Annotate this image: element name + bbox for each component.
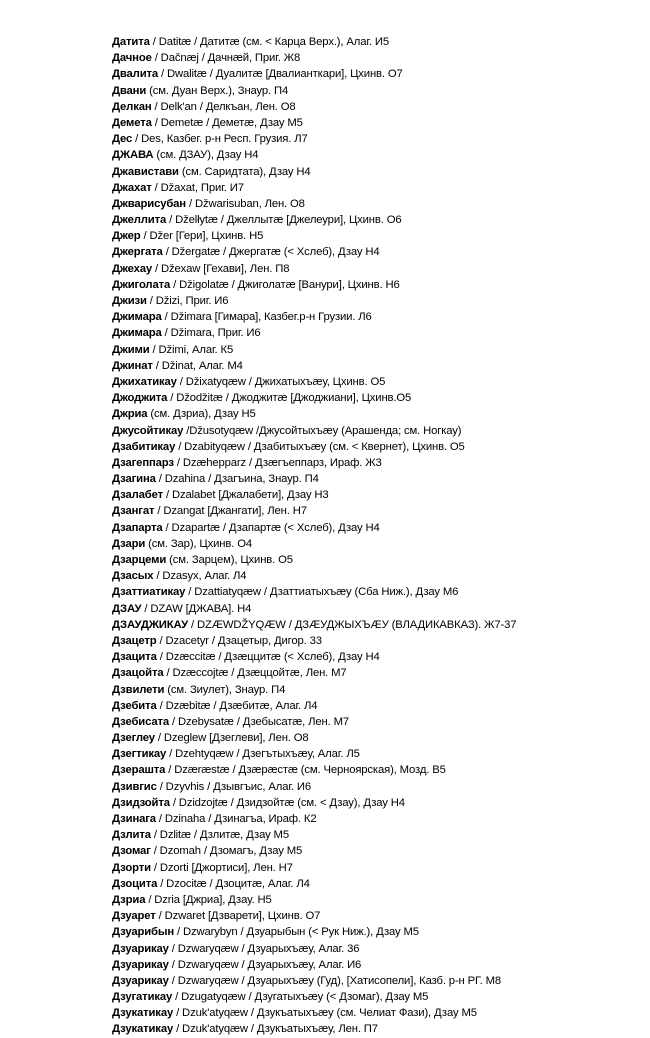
entry-headword: Дзарцеми	[112, 554, 167, 566]
entry-line	[112, 325, 642, 341]
entry-headword: Дачное	[112, 52, 152, 65]
entry-headword: Дзебита	[112, 699, 157, 712]
entry-headword: Дзугатикау	[112, 991, 173, 1004]
entry-headword: Джихатикау	[112, 375, 177, 388]
entry-details: (см. Саридтата), Дзау Н4	[178, 165, 311, 178]
entry-details: / Dzacetyr / Дзацетыр, Дигор. 33	[156, 634, 322, 647]
entry-line	[112, 795, 642, 811]
entry-line	[112, 827, 642, 843]
entry-details: / Dzyvhis / Дзывгъис, Алаг. И6	[156, 780, 312, 793]
entry-details: / Dzasyx, Алаг. Л4	[153, 570, 247, 583]
entry-line	[112, 147, 642, 163]
entry-line	[112, 908, 642, 924]
entry-headword: Дзегтикау	[112, 748, 167, 761]
entry-headword: Дзалабет	[112, 489, 163, 502]
entry-details: / DZÆWDŽYQÆW / ДЗÆУДЖЫХЪÆУ (ВЛАДИКАВКАЗ). Ж7-37	[187, 618, 517, 631]
entry-line	[112, 471, 642, 487]
entry-details: (см. Дуан Верх.), Знаур. П4	[146, 84, 289, 97]
entry-headword: Джими	[112, 343, 150, 356]
entry-headword: Джимара	[112, 327, 162, 340]
entry-details: / Dzæhepparz / Дзæгъеппарз, Ираф. Ж3	[173, 456, 382, 469]
entry-line	[112, 762, 642, 778]
entry-line	[112, 957, 642, 973]
entry-details: / Dzwaryqæw / Дзуарыхъæу, Алаг. И6	[168, 958, 362, 971]
entry-details: / Dzlitæ / Дзлитæ, Дзау М5	[150, 829, 289, 842]
entry-details: / Džwarisuban, Лен. О8	[185, 197, 305, 210]
entry-line	[112, 196, 642, 212]
entry-details: / Dzapartæ / Дзапартæ (< Хслеб), Дзау Н4	[162, 521, 380, 534]
entry-details: / Demetæ / Деметæ, Дзау М5	[151, 116, 303, 129]
entry-details: (см. Дзриа), Дзау Н5	[147, 408, 256, 421]
entry-headword: Дзриа	[112, 893, 146, 906]
entry-line	[112, 665, 642, 681]
entry-line	[112, 455, 642, 471]
entry-line	[112, 99, 642, 115]
entry-line	[112, 83, 642, 99]
entry-line	[112, 843, 642, 859]
entry-details: / Džer [Гери], Цхинв. Н5	[140, 230, 264, 243]
entry-details: / DZAW [ДЖАВА]. Н4	[141, 602, 252, 615]
entry-headword: Дзоцита	[112, 877, 158, 890]
entry-headword: Джер	[112, 230, 141, 243]
entry-headword: Дзагеппарз	[112, 456, 174, 469]
entry-line	[112, 423, 642, 439]
entry-details: / Džizi, Приг. И6	[146, 295, 229, 307]
entry-details: / Dzria [Джриа], Дзау. Н5	[145, 893, 272, 906]
entry-line	[112, 649, 642, 665]
entry-headword: Дзеглеу	[112, 732, 155, 745]
entry-headword: Дзапарта	[112, 521, 163, 534]
entry-line	[112, 811, 642, 827]
entry-details: / Džimara, Приг. И6	[161, 327, 261, 340]
entry-line	[112, 601, 642, 617]
entry-headword: Дзидзойта	[112, 796, 170, 809]
entry-line	[112, 439, 642, 455]
entry-line	[112, 876, 642, 892]
entry-line	[112, 568, 642, 584]
entry-details: / Dzahina / Дзагъина, Знаур. П4	[155, 473, 319, 486]
entry-details: / Džaxat, Приг. И7	[151, 181, 244, 194]
entry-line	[112, 390, 642, 406]
entry-details: / Dzebysatæ / Дзебысатæ, Лен. М7	[169, 715, 349, 728]
entry-headword: Джварисубан	[112, 197, 186, 210]
entry-line	[112, 503, 642, 519]
entry-line	[112, 487, 642, 503]
entry-details: / Dzattiatyqæw / Дзаттиатыхъæу (Сба Ниж.), Дзау М6	[185, 586, 459, 599]
entry-details: / Dzwaret [Дзварети], Цхинв. О7	[155, 910, 321, 923]
entry-headword: Дзуарет	[112, 910, 156, 923]
entry-headword: Двани	[112, 84, 147, 97]
entry-headword: Джехау	[112, 262, 152, 275]
entry-line	[112, 164, 642, 180]
entry-details: / Dzabityqæw / Дзабитыхъæу (см. < Квернет), Цхинв. О5	[175, 440, 465, 453]
entry-details: / Dzomah / Дзомагъ, Дзау М5	[150, 845, 303, 858]
entry-line	[112, 973, 642, 989]
entry-line	[112, 730, 642, 746]
entry-line	[112, 1021, 642, 1037]
entry-headword: Джергата	[112, 246, 163, 259]
entry-line	[112, 520, 642, 536]
entry-details: / Dzæræstæ / Дзæрæстæ (см. Черноярская), Мозд. В5	[165, 764, 446, 777]
entry-details: / Dzwarybyn / Дзуарыбын (< Рук Ниж.), Дзау М5	[174, 926, 419, 939]
entry-details: / Dzinaha / Дзинагъа, Ираф. К2	[155, 813, 317, 825]
entry-line	[112, 682, 642, 698]
entry-details: / Datitæ / Датитæ (см. < Карца Верх.), Алаг. И5	[149, 36, 390, 48]
entry-details: / Dzwaryqæw / Дзуарыхъæу, Алаг. 36	[168, 942, 360, 955]
entry-line	[112, 779, 642, 795]
entry-headword: Джавистави	[112, 165, 179, 178]
entry-details: /Džusotyqæw /Джусойтыхъæу (Арашенда; см. Ногкау)	[183, 424, 462, 437]
entry-headword: ДЗАУДЖИКАУ	[112, 618, 188, 631]
entry-headword: Джинат	[112, 359, 153, 372]
entry-details: / Dzuk'atyqæw / Дзукъатыхъæу, Лен. П7	[173, 1023, 378, 1036]
entry-headword: Дзомаг	[112, 845, 151, 858]
entry-line	[112, 309, 642, 325]
entry-line	[112, 552, 642, 568]
entry-line	[112, 1005, 642, 1021]
entry-details: / Dzuk'atyqæw / Дзукъатыхъæу (см. Челиат Фази), Дзау М5	[173, 1007, 477, 1020]
entry-line	[112, 860, 642, 876]
entry-line	[112, 277, 642, 293]
entry-details: / Delk'an / Делкъан, Лен. О8	[151, 100, 296, 113]
entry-line	[112, 617, 642, 633]
entry-line	[112, 989, 642, 1005]
entry-line	[112, 714, 642, 730]
entry-headword: Джеллита	[112, 214, 167, 227]
entry-headword: Джриа	[112, 408, 148, 421]
entry-details: / Džexaw [Гехави], Лен. П8	[152, 262, 290, 275]
entry-headword: Дзабитикау	[112, 440, 176, 453]
entry-headword: Дзасых	[112, 570, 154, 583]
entry-headword: ДЗАУ	[112, 602, 142, 615]
entry-headword: Дзуарикау	[112, 942, 169, 955]
entry-details: / Dzangat [Джангати], Лен. Н7	[154, 505, 307, 518]
entry-line	[112, 212, 642, 228]
entry-line	[112, 698, 642, 714]
entry-details: / Džinat, Алаг. М4	[152, 359, 243, 372]
gazetteer-entry-list	[112, 34, 642, 1038]
entry-line	[112, 584, 642, 600]
entry-line	[112, 342, 642, 358]
entry-details: / Dzæccitæ / Дзæццитæ (< Хслеб), Дзау Н4	[156, 651, 380, 664]
entry-line	[112, 228, 642, 244]
entry-headword: Дес	[112, 133, 133, 146]
entry-headword: Джахат	[112, 181, 152, 194]
entry-headword: Дзукатикау	[112, 1007, 174, 1020]
entry-headword: Дзаттиатикау	[112, 586, 186, 599]
entry-details: / Dačnæj / Дачнæй, Приг. Ж8	[151, 52, 301, 65]
entry-headword: Дзукатикау	[112, 1023, 174, 1036]
entry-details: / Dzehtyqæw / Дзегътыхъæу, Алаг. Л5	[166, 748, 360, 761]
entry-headword: Дзвилети	[112, 683, 165, 696]
entry-details: / Džimi, Алаг. К5	[149, 343, 234, 356]
entry-line	[112, 406, 642, 422]
entry-details: / Dzugatyqæw / Дзугатыхъæу (< Дзомаг), Дзау М5	[172, 991, 429, 1004]
entry-line	[112, 892, 642, 908]
entry-headword: Дзерашта	[112, 764, 166, 777]
entry-headword: Дзацетр	[112, 634, 157, 647]
entry-details: / Dzæbitæ / Дзæбитæ, Алаг. Л4	[156, 699, 318, 712]
entry-line	[112, 66, 642, 82]
entry-details: / Džigolatæ / Джиголатæ [Ванури], Цхинв. Н6	[170, 278, 400, 291]
entry-line	[112, 746, 642, 762]
entry-headword: Дзинага	[112, 813, 156, 825]
entry-details: / Dzocitæ / Дзоцитæ, Алаг. Л4	[157, 877, 310, 890]
entry-line	[112, 358, 642, 374]
entry-headword: Джоджита	[112, 392, 168, 405]
entry-details: / Džodžitæ / Джоджитæ [Джоджиани], Цхинв.О5	[167, 392, 412, 405]
entry-line	[112, 115, 642, 131]
entry-details: / Dzalabet [Джалабети], Дзау Н3	[162, 489, 329, 502]
entry-details: (см. Зарцем), Цхинв. О5	[166, 554, 293, 566]
entry-line	[112, 924, 642, 940]
entry-headword: Дзацойта	[112, 667, 164, 680]
entry-details: (см. Зиулет), Знаур. П4	[164, 683, 286, 696]
entry-headword: Датита	[112, 36, 150, 48]
entry-line	[112, 941, 642, 957]
entry-headword: Джимара	[112, 311, 162, 324]
entry-details: / Dwalitæ / Дуалитæ [Двалианткари], Цхинв. О7	[158, 68, 403, 81]
entry-details: / Dzæccojtæ / Дзæццойтæ, Лен. М7	[163, 667, 347, 680]
entry-line	[112, 633, 642, 649]
entry-headword: Дзорти	[112, 861, 151, 874]
entry-details: / Dzorti [Джортиси], Лен. Н7	[150, 861, 293, 874]
entry-line	[112, 244, 642, 260]
entry-details: / Džimara [Гимара], Казбег.р-н Грузии. Л6	[161, 311, 372, 324]
entry-details: / Dzidzojtæ / Дзидзойтæ (см. < Дзау), Дзау Н4	[169, 796, 405, 809]
entry-headword: Дзебисата	[112, 715, 170, 728]
entry-headword: ДЖАВА	[112, 149, 154, 162]
entry-headword: Дзацита	[112, 651, 157, 664]
entry-line	[112, 180, 642, 196]
entry-details: / Dželłytæ / Джеллытæ [Джелеури], Цхинв. О6	[166, 214, 402, 227]
entry-line	[112, 374, 642, 390]
entry-details: (см. ДЗАУ), Дзау Н4	[153, 149, 259, 162]
entry-headword: Дзуарикау	[112, 958, 169, 971]
entry-details: / Džergatæ / Джергатæ (< Хслеб), Дзау Н4	[162, 246, 380, 259]
entry-headword: Дзуарибын	[112, 926, 175, 939]
entry-headword: Дзивгис	[112, 780, 157, 793]
entry-details: / Des, Казбег. р-н Респ. Грузия. Л7	[132, 133, 308, 146]
entry-line	[112, 536, 642, 552]
entry-headword: Джусойтикау	[112, 424, 184, 437]
entry-details: (см. Зар), Цхинв. О4	[145, 537, 252, 550]
entry-headword: Дзлита	[112, 829, 151, 842]
entry-headword: Дзангат	[112, 505, 155, 518]
entry-headword: Делкан	[112, 100, 152, 113]
entry-headword: Дзагина	[112, 473, 156, 486]
entry-line	[112, 50, 642, 66]
entry-line	[112, 261, 642, 277]
entry-headword: Демета	[112, 116, 152, 129]
entry-headword: Двалита	[112, 68, 159, 81]
entry-details: / Dzeglew [Дзеглеви], Лен. О8	[154, 732, 309, 745]
entry-line	[112, 131, 642, 147]
entry-headword: Джизи	[112, 295, 147, 307]
entry-headword: Дзуарикау	[112, 974, 169, 987]
entry-details: / Džixatyqæw / Джихатыхъæу, Цхинв. О5	[176, 375, 386, 388]
entry-headword: Джиголата	[112, 278, 171, 291]
entry-details: / Dzwaryqæw / Дзуарыхъæу (Гуд), [Хатисопели], Казб. р-н РГ. М8	[168, 974, 501, 987]
entry-line	[112, 34, 642, 50]
entry-line	[112, 293, 642, 309]
entry-headword: Дзари	[112, 537, 146, 550]
